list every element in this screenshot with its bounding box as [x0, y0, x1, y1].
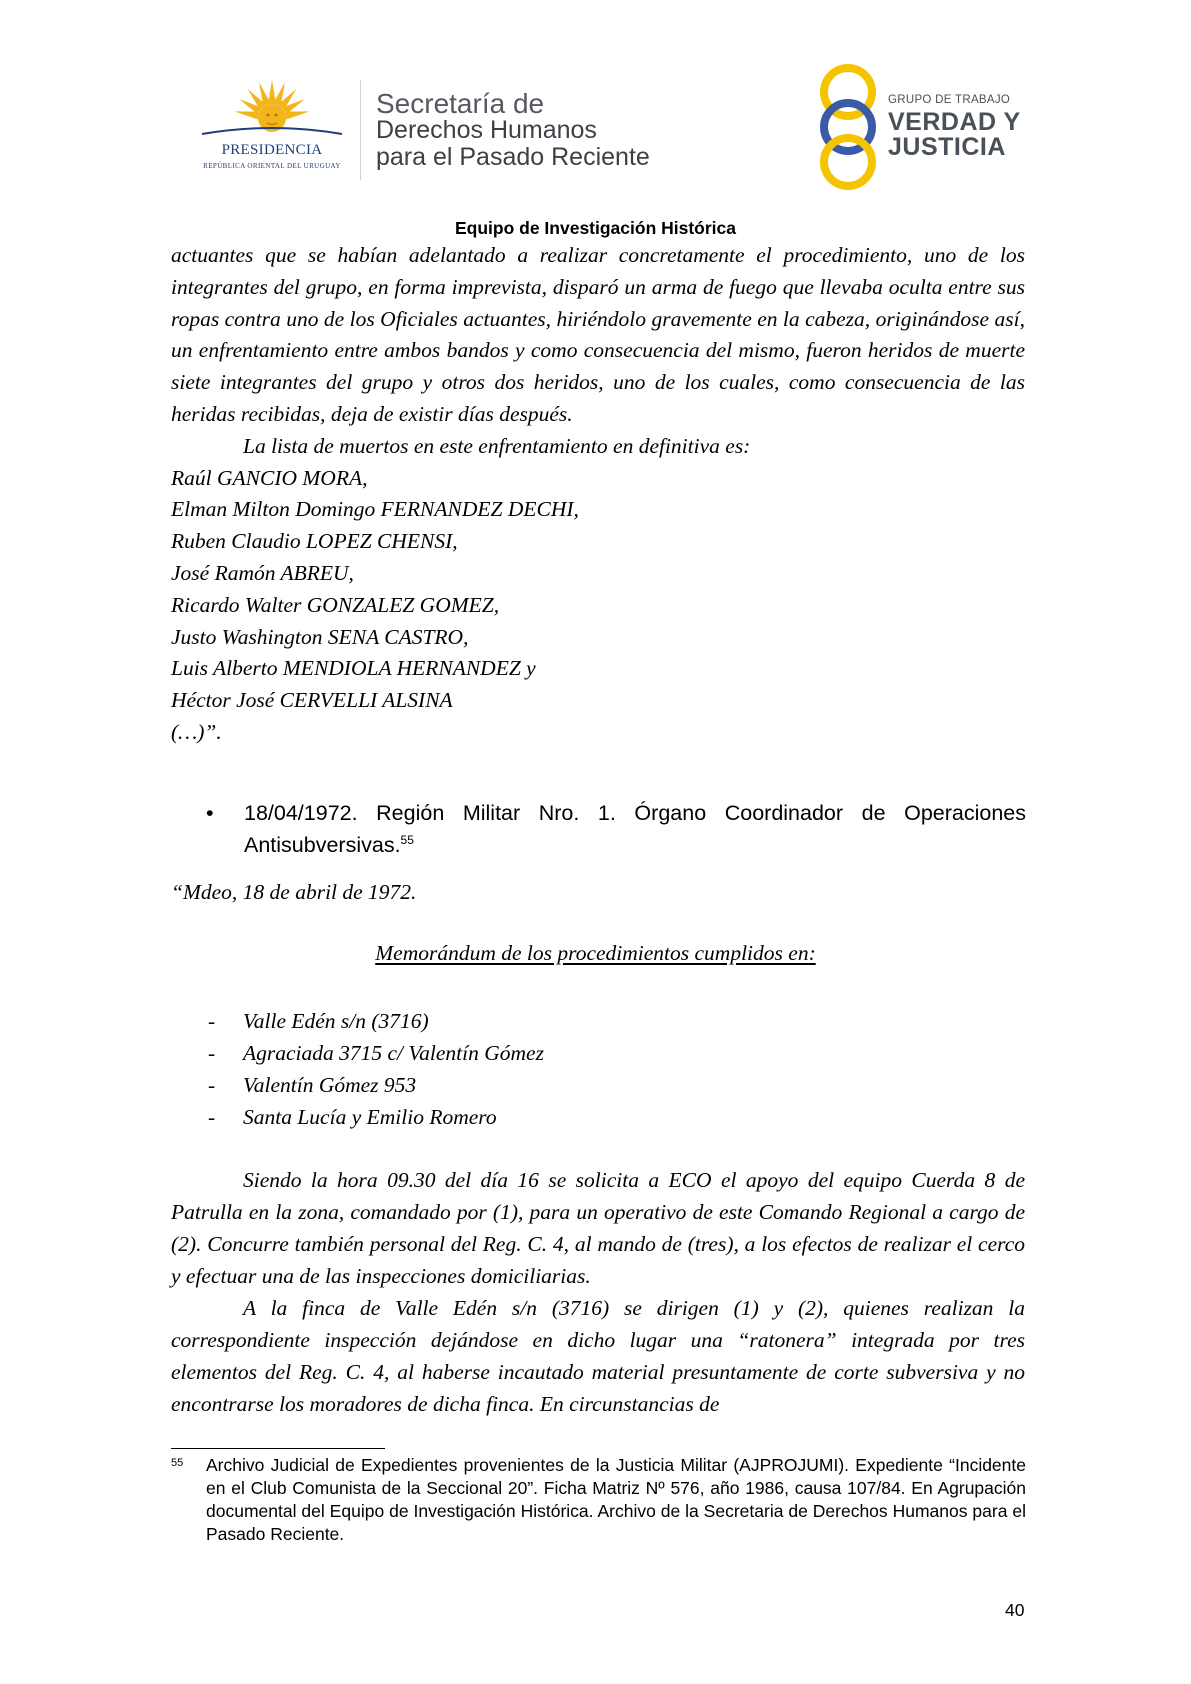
- sun-icon: [192, 78, 352, 148]
- name-2: Elman Milton Domingo FERNANDEZ DECHI,: [171, 497, 579, 522]
- paragraph-1: actuantes que se habían adelantado a realizar concretamente el procedimiento, uno de los integrantes del grupo, en forma imprevista, disparó un arma de fuego que llevaba oculta entre sus ropas contra uno de los Oficiales actuantes, hiriéndolo gravemente en la cabeza, originándose así, un enfrentamiento entre ambos bandos y como consecuencia del mismo, fueron heridos de muerte siete integrantes del grupo y otros dos heridos, uno de los cuales, como consecuencia de las heridas recibidas, deja de existir días después.: [171, 243, 1025, 426]
- presidencia-label: PRESIDENCIA: [221, 142, 323, 158]
- name-8: Héctor José CERVELLI ALSINA: [171, 688, 453, 713]
- list-intro: La lista de muertos en este enfrentamiento en definitiva es:: [243, 433, 751, 458]
- verdad-justicia-logo: [812, 62, 1032, 192]
- verdad-label: VERDAD Y: [888, 108, 1021, 136]
- dash-marker: -: [208, 1073, 216, 1097]
- grupo-trabajo-label: GRUPO DE TRABAJO: [888, 94, 1011, 106]
- address-text: Valentín Gómez 953: [243, 1073, 417, 1097]
- secretaria-title: [376, 90, 650, 171]
- bullet-text: [244, 797, 1026, 861]
- verdad-justicia-label: [888, 110, 1021, 160]
- dash-marker: -: [208, 1009, 216, 1033]
- name-7: Luis Alberto MENDIOLA HERNANDEZ y: [171, 656, 536, 681]
- name-5: Ricardo Walter GONZALEZ GOMEZ,: [171, 592, 500, 617]
- paragraph-2: Siendo la hora 09.30 del día 16 se solicita a ECO el apoyo del equipo Cuerda 8 de Patrulla en la zona, comandado por (1), para un operativo de este Comando Regional a cargo de (2). Concurre también personal del Reg. C. 4, al mando de (tres), a los efectos de realizar el cerco y efectuar una de las inspecciones domiciliarias.: [171, 1168, 1025, 1288]
- team-heading: Equipo de Investigación Histórica: [454, 218, 737, 238]
- paragraph-3: A la finca de Valle Edén s/n (3716) se dirigen (1) y (2), quienes realizan la correspondiente inspección dejándose en dicho lugar una “ratonera” integrada por tres elementos del Reg. C. 4, al haberse incautado material presuntamente de corte subversiva y no encontrarse los moradores de dicha finca. En circunstancias de: [171, 1296, 1025, 1416]
- memo-title: [0, 941, 1191, 966]
- date-line: “Mdeo, 18 de abril de 1972.: [171, 880, 417, 904]
- address-text: Agraciada 3715 c/ Valentín Gómez: [243, 1041, 544, 1065]
- presidencia-logo: [192, 78, 362, 178]
- presidencia-sub-label: REPÚBLICA ORIENTAL DEL URUGUAY: [203, 162, 341, 170]
- footnote-text: Archivo Judicial de Expedientes provenientes de la Justicia Militar (AJPROJUMI). Expediente “Incidente en el Club Comunista de la Seccional 20”. Ficha Matriz Nº 576, año 1986, causa 107/84. En Agrupación documental del Equipo de Investigación Histórica. Archivo de la Secretaria de Derechos Humanos para el Pasado Reciente.: [206, 1455, 1026, 1544]
- secretaria-line-3: para el Pasado Reciente: [376, 143, 650, 171]
- footnote-separator: [171, 1448, 385, 1449]
- memo-title-text: Memorándum de los procedimientos cumplidos en:: [375, 941, 816, 965]
- body-text: [171, 240, 1025, 749]
- dash-marker: -: [208, 1105, 216, 1129]
- address-text: Valle Edén s/n (3716): [243, 1009, 429, 1033]
- dash-marker: -: [208, 1041, 216, 1065]
- ellipsis: (…)”.: [171, 719, 222, 744]
- name-3: Ruben Claudio LOPEZ CHENSI,: [171, 529, 458, 554]
- footnote-number: 55: [171, 1457, 184, 1469]
- secretaria-line-1: Secretaría de: [376, 88, 545, 119]
- footnote-ref[interactable]: 55: [400, 832, 414, 847]
- body-text-2: [171, 1164, 1025, 1420]
- page-number: 40: [1005, 1600, 1025, 1620]
- footnote: [171, 1454, 1026, 1546]
- bullet-item: [208, 797, 1026, 861]
- bullet-text-content: 18/04/1972. Región Militar Nro. 1. Órgano Coordinador de Operaciones Antisubversivas.: [244, 801, 1026, 857]
- header-divider: [360, 80, 361, 180]
- name-1: Raúl GANCIO MORA,: [171, 465, 368, 490]
- secretaria-line-2: Derechos Humanos: [376, 116, 597, 144]
- name-4: José Ramón ABREU,: [171, 560, 354, 585]
- rings-icon: [812, 62, 884, 192]
- bullet-marker: •: [206, 801, 214, 825]
- address-text: Santa Lucía y Emilio Romero: [243, 1105, 497, 1129]
- justicia-label: JUSTICIA: [888, 133, 1006, 161]
- name-6: Justo Washington SENA CASTRO,: [171, 624, 469, 649]
